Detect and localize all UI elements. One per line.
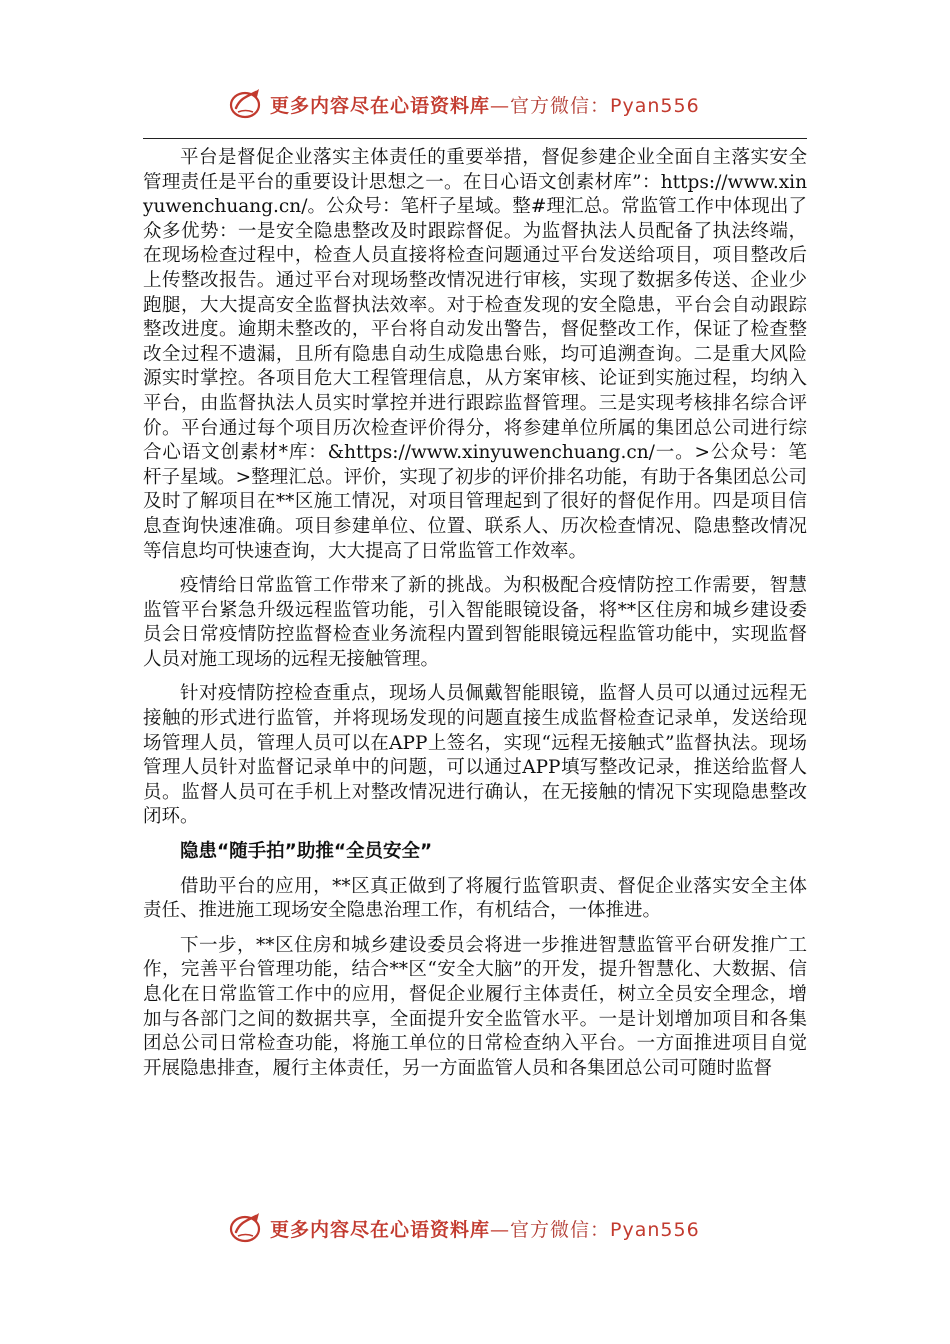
footer-banner [228, 1206, 748, 1250]
header-brand: 更多内容尽在心语资料库 [270, 94, 491, 117]
document-body [143, 146, 807, 1081]
header-divider [143, 138, 807, 139]
header-wechat-handle: Pyan556 [610, 94, 700, 117]
paragraph-remote-supervision: 针对疫情防控检查重点，现场人员佩戴智能眼镜，监督人员可以通过远程无接触的形式进行监管，并将现场发现的问题直接生成监督检查记录单，发送给现场管理人员，管理人员可以在APP上签名，实现“远程无接触式”监督执法。现场管理人员针对监督记录单中的问题，可以通过APP填写整改记录，推送给监督人员。监督人员可在手机上对整改情况进行确认，在无接触的情况下实现隐患整改闭环。 [143, 683, 807, 828]
header-dash: — [490, 94, 511, 117]
footer-brand: 更多内容尽在心语资料库 [270, 1218, 491, 1241]
paragraph-next-steps: 下一步，**区住房和城乡建设委员会将进一步推进智慧监管平台研发推广工作，完善平台管理功能，结合**区“安全大脑”的开发，提升智慧化、大数据、信息化在日常监管工作中的应用，督促企业履行主体责任，树立全员安全理念，增加与各部门之间的数据共享，全面提升安全监管水平。一是计划增加项目和各集团总公司日常检查功能，将施工单位的日常检查纳入平台。一方面推进项目自觉开展隐患排查，履行主体责任，另一方面监管人员和各集团总公司可随时监督 [143, 934, 807, 1079]
pen-logo-icon [228, 86, 264, 122]
section-heading: 隐患“随手拍”助推“全员安全” [180, 841, 433, 863]
paragraph-platform-advantages: 平台是督促企业落实主体责任的重要举措，督促参建企业全面自主落实安全管理责任是平台的重要设计思想之一。在日心语文创素材库”：https://www.xinyuwenchuang.cn/。公众号：笔杆子星域。整#理汇总。常监管工作中体现出了众多优势：一是安全隐患整改及时跟踪督促。为监督执法人员配备了执法终端，在现场检查过程中，检查人员直接将检查问题通过平台发送给项目，项目整改后上传整改报告。通过平台对现场整改情况进行审核，实现了数据多传送、企业少跑腿，大大提高安全监督执法效率。对于检查发现的安全隐患，平台会自动跟踪整改进度。逾期未整改的，平台将自动发出警告，督促整改工作，保证了检查整改全过程不遗漏，且所有隐患自动生成隐患台账，均可追溯查询。二是重大风险源实时掌控。各项目危大工程管理信息，从方案审核、论证到实施过程，均纳入平台，由监督执法人员实时掌控并进行跟踪监督管理。三是实现考核排名综合评价。平台通过每个项目历次检查评价得分，将参建单位所属的集团总公司进行综合心语文创素材*库：&https://www.xinyuwenchuang.cn/一。>公众号：笔杆子星域。>整理汇总。评价，实现了初步的评价排名功能，有助于各集团总公司及时了解项目在**区施工情况，对项目管理起到了很好的督促作用。四是项目信息查询快速准确。项目参建单位、位置、联系人、历次检查情况、隐患整改情况等信息均可快速查询，大大提高了日常监管工作效率。 [143, 147, 807, 562]
pen-logo-icon [228, 1210, 264, 1246]
header-banner-text [270, 91, 700, 118]
footer-wechat-handle: Pyan556 [610, 1218, 700, 1241]
paragraph-integration: 借助平台的应用，**区真正做到了将履行监管职责、督促企业落实安全主体责任、推进施工现场安全隐患治理工作，有机结合，一体推进。 [143, 875, 807, 922]
paragraph-epidemic-challenge: 疫情给日常监管工作带来了新的挑战。为积极配合疫情防控工作需要，智慧监管平台紧急升级远程监管功能，引入智能眼镜设备，将**区住房和城乡建设委员会日常疫情防控监督检查业务流程内置到智能眼镜远程监管功能中，实现监督人员对施工现场的远程无接触管理。 [143, 575, 807, 670]
header-banner [228, 82, 748, 126]
footer-official-label: 官方微信： [510, 1218, 611, 1241]
footer-dash: — [490, 1218, 511, 1241]
header-official-label: 官方微信： [510, 94, 611, 117]
footer-banner-text [270, 1215, 700, 1242]
